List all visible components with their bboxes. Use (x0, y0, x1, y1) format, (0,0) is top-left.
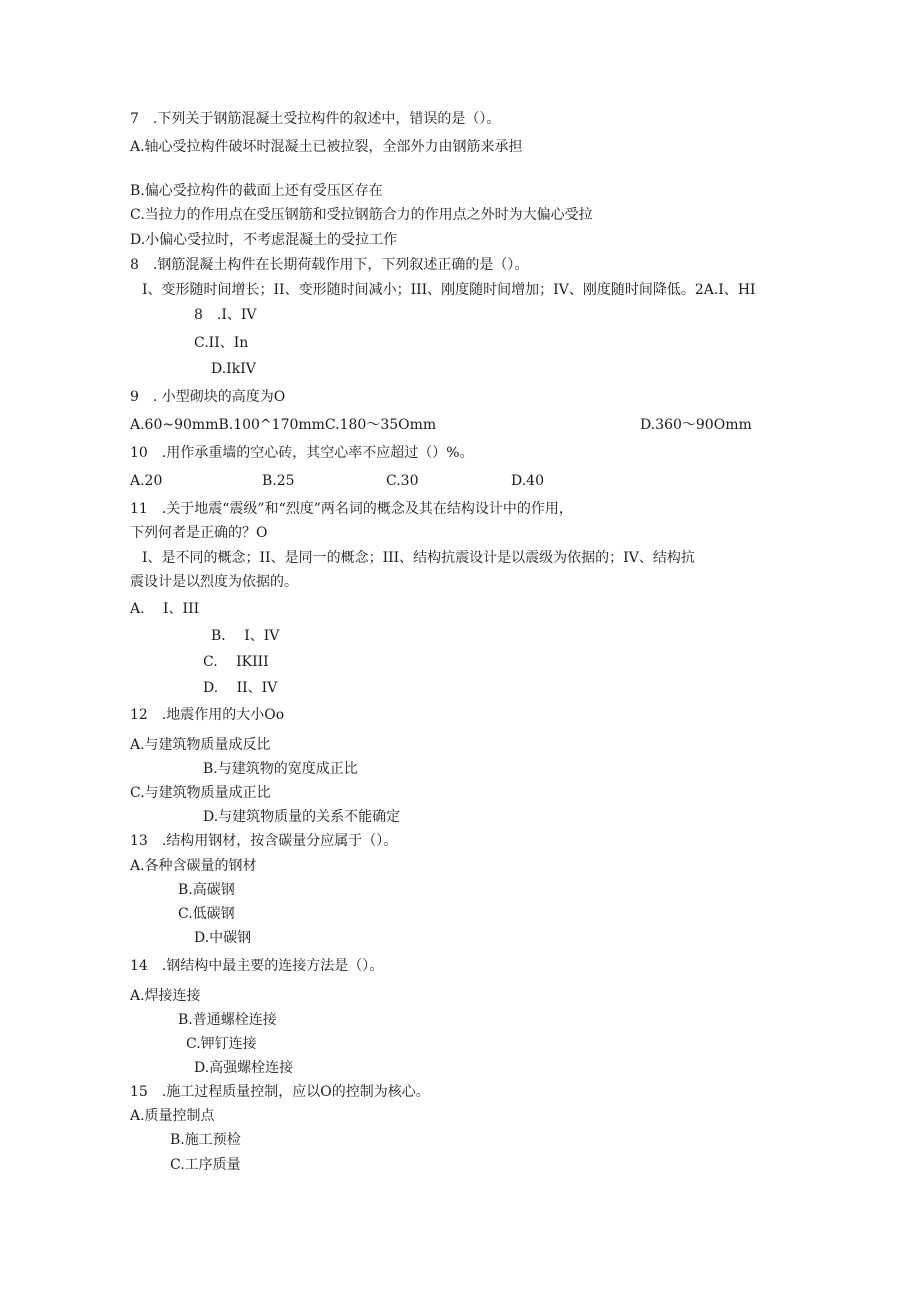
question-15: 15 .施工过程质量控制，应以O的控制为核心。 (130, 1084, 430, 1100)
question-8-option-c: C.II、In (194, 335, 249, 351)
question-12-option-d: D.与建筑物质量的关系不能确定 (203, 809, 401, 825)
question-9-option-d: D.360～90Omm (640, 417, 752, 433)
question-14-option-c: C.钾钉连接 (186, 1036, 257, 1052)
question-11-option-a: A. I、III (130, 601, 200, 617)
question-10-option-c: C.30 (386, 473, 419, 489)
question-12: 12 .地震作用的大小Oo (130, 707, 285, 723)
question-12-option-b: B.与建筑物的宽度成正比 (203, 761, 358, 777)
question-8: 8 .钢筋混凝土构件在长期荷载作用下，下列叙述正确的是（）。 (130, 257, 529, 273)
question-7-option-b: B.偏心受拉构件的截面上还有受压区存在 (130, 183, 383, 199)
question-11-option-c: C. IKIII (203, 654, 269, 670)
question-9-options-abc: A.60~90mmB.100^170mmC.180～35Omm (130, 417, 437, 433)
question-15-option-a: A.质量控制点 (130, 1108, 215, 1124)
question-13-option-d: D.中碳钢 (194, 930, 252, 946)
question-8-option-b: 8 .I、IV (194, 307, 257, 323)
question-15-option-b: B.施工预检 (170, 1132, 241, 1148)
question-10-option-b: B.25 (262, 473, 295, 489)
question-7-option-d: D.小偏心受拉时，不考虑混凝土的受拉工作 (130, 232, 398, 248)
question-7-option-c: C.当拉力的作用点在受压钢筋和受拉钢筋合力的作用点之外时为大偏心受拉 (130, 207, 593, 223)
question-10-option-d: D.40 (511, 473, 544, 489)
question-8-statements: I、变形随时间增长；II、变形随时间减小；III、刚度随时间增加；IV、刚度随时间降低。2A.I、HI (142, 282, 756, 298)
question-11-option-b: B. I、IV (211, 628, 280, 644)
question-7: 7 .下列关于钢筋混凝土受拉构件的叙述中，错误的是（）。 (130, 111, 501, 127)
question-10: 10 .用作承重墙的空心砖，其空心率不应超过（）%。 (130, 445, 474, 461)
question-13-option-a: A.各种含碳量的钢材 (130, 858, 257, 874)
question-10-option-a: A.20 (130, 473, 163, 489)
question-13-option-c: C.低碳钢 (178, 906, 235, 922)
question-11-option-d: D. II、IV (203, 680, 278, 696)
question-11-continued: 下列何者是正确的？O (130, 525, 268, 541)
question-7-option-a: A.轴心受拉构件破坏时混凝土已被拉裂，全部外力由钢筋来承担 (130, 139, 523, 155)
question-14-option-a: A.焊接连接 (130, 988, 201, 1004)
question-13: 13 .结构用钢材，按含碳量分应属于（）。 (130, 833, 398, 849)
question-14: 14 .钢结构中最主要的连接方法是（）。 (130, 958, 384, 974)
question-14-option-b: B.普通螺栓连接 (178, 1012, 277, 1028)
question-11: 11 .关于地震“震级”和“烈度”两名词的概念及其在结构设计中的作用， (130, 501, 573, 517)
question-11-statements: I、是不同的概念；II、是同一的概念；III、结构抗震设计是以震级为依据的；IV、结构抗 (142, 550, 695, 566)
question-12-option-a: A.与建筑物质量成反比 (130, 737, 271, 753)
question-11-statements-continued: 震设计是以烈度为依据的。 (130, 574, 298, 590)
question-12-option-c: C.与建筑物质量成正比 (130, 785, 271, 801)
question-14-option-d: D.高强螺栓连接 (194, 1060, 294, 1076)
question-8-option-d: D.IkIV (211, 361, 256, 377)
question-13-option-b: B.高碳钢 (178, 882, 235, 898)
question-15-option-c: C.工序质量 (170, 1157, 241, 1173)
question-9: 9 . 小型砌块的高度为O (130, 389, 286, 405)
